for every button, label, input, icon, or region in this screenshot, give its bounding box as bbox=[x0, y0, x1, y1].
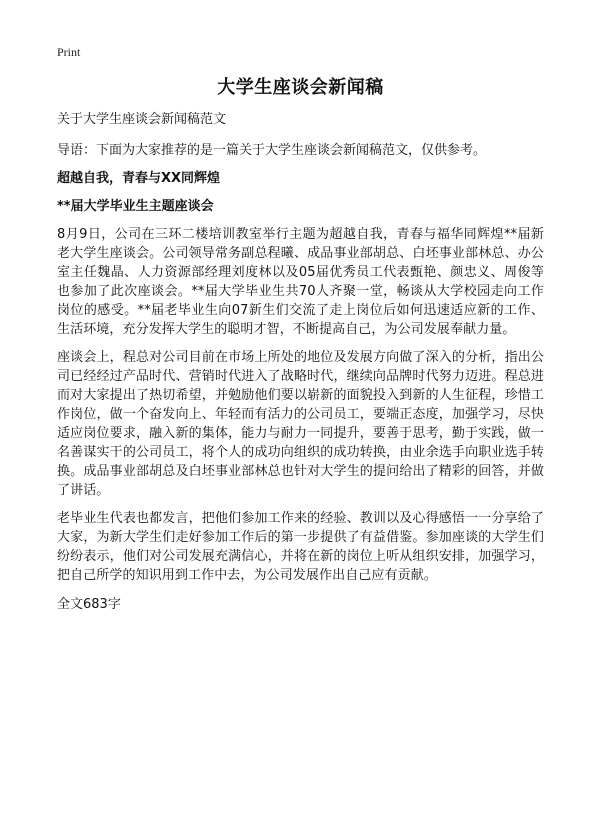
print-label: Print bbox=[57, 45, 81, 59]
document-title: 大学生座谈会新闻稿 bbox=[217, 77, 384, 98]
document-subtitle: 关于大学生座谈会新闻稿范文 bbox=[57, 112, 227, 127]
section-heading-1: 超越自我，青春与XX同辉煌 bbox=[57, 171, 221, 186]
paragraph-2: 座谈会上，程总对公司目前在市场上所处的地位及发展方向做了深入的分析，指出公司已经经过产品时代、营销时代进入了战略时代，继续向品牌时代努力迈进。程总进而对大家提出了热切希望，并勉励他们要以崭新的面貌投入到新的人生征程，珍惜工作岗位，做一个奋发向上、年轻而有活力的公司员工，要端正态度，加强学习，尽快适应岗位要求，融入新的集体，能力与耐力一同提升，要善于思考，勤于实践，做一名善谋实干的公司员工，将个人的成功向组织的成功转换，由业余选手向职业选手转换。成品事业部胡总及白坯事业部林总也针对大学生的提问给出了精彩的回答，并做了讲话。 bbox=[57, 350, 544, 498]
guide-text: 导语：下面为大家推荐的是一篇关于大学生座谈会新闻稿范文，仅供参考。 bbox=[57, 143, 487, 158]
paragraph-3: 老毕业生代表也都发言，把他们参加工作来的经验、教训以及心得感悟一一分享给了大家，为新大学生们走好参加工作后的第一步提供了有益借鉴。参加座谈的大学生们纷纷表示，他们对公司发展充满信心，并将在新的岗位上听从组织安排，加强学习，把自己所学的知识用到工作中去，为公司发展作出自己应有贡献。 bbox=[57, 511, 544, 583]
paragraph-1: 8月9日，公司在三环二楼培训教室举行主题为超越自我，青春与福华同辉煌**届新老大学生座谈会。公司领导常务副总程曦、成品事业部胡总、白坯事业部林总、办公室主任魏晶、人力资源部经理刘度林以及05届优秀员工代表甄艳、颜忠义、周俊等也参加了此次座谈会。**届大学毕业生共70人齐聚一堂，畅谈从大学校园走向工作岗位的感受。**届老毕业生向07新生们交流了走上岗位后如何迅速适应新的工作、生活环境，充分发挥大学生的聪明才智，不断提高自己，为公司发展奉献力量。 bbox=[57, 227, 544, 337]
word-count: 全文683字 bbox=[57, 597, 121, 612]
section-heading-2: **届大学毕业生主题座谈会 bbox=[57, 199, 214, 214]
